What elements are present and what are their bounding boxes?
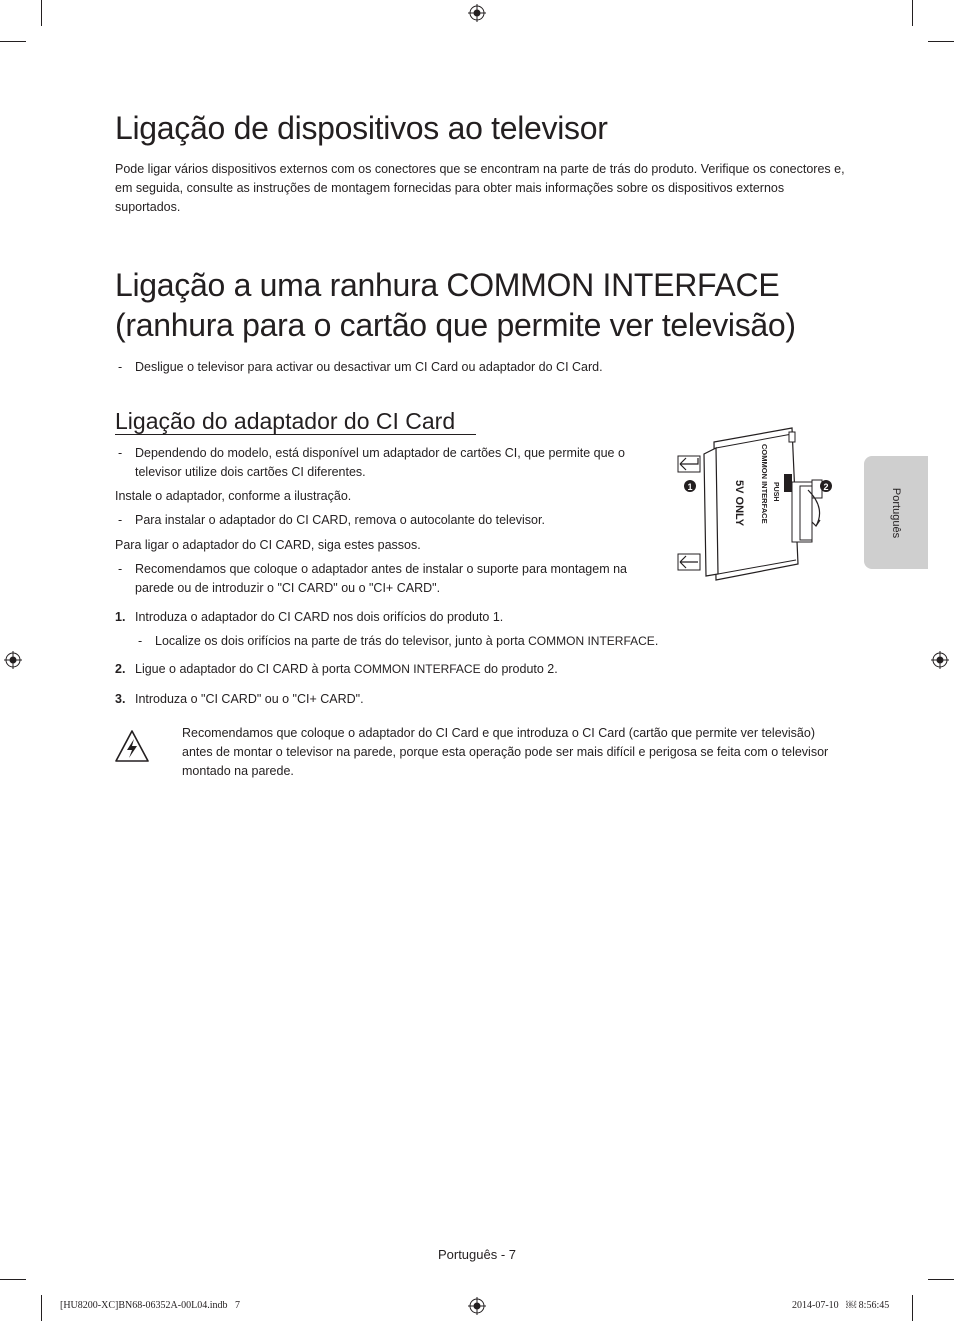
step-sub-end: . [654,634,659,648]
note-text: Desligue o televisor para activar ou desactivar um CI Card ou adaptador do CI Card. [135,360,603,374]
paragraph: Instale o adaptador, conforme a ilustração. [115,489,352,503]
registration-mark-icon [931,651,949,669]
crop-mark [0,41,26,42]
page-number: Português - 7 [437,1247,517,1262]
title-line-2: (ranhura para o cartão que permite ver televisão) [115,307,796,343]
label-push: PUSH [772,482,779,502]
dash-marker: - [118,562,123,576]
step-text: Introduza o adaptador do CI CARD nos dois orifícios do produto 1. [135,610,504,624]
crop-mark [928,41,954,42]
step-number: 2. [115,662,126,676]
ci-card-adapter-illustration [676,424,836,584]
side-tab-label: Português [890,487,902,538]
step-item-1 [115,608,835,627]
crop-mark [41,0,42,26]
dash-marker: - [138,634,143,648]
bullet-text: Dependendo do modelo, está disponível um adaptador de cartões CI, que permite que o televisor utilize dois cartões CI diferentes. [135,446,625,479]
step-text: Ligue o adaptador do CI CARD à porta [135,662,351,676]
section-intro-paragraph: Pode ligar vários dispositivos externos com os conectores que se encontram na parte de trás do produto. Verifique os conectores e, em seguida, consulte as instruções de montagem fornecidas para obter mais informações sobre os dispositivos externos suportados. [115,162,845,214]
file-slug: [HU8200-XC]BN68-06352A-00L04.indb 7 [60,1300,240,1311]
bullet-text: Para instalar o adaptador do CI CARD, remova o autocolante do televisor. [135,513,545,527]
step-item-2 [115,660,835,679]
label-5v-only: 5V ONLY [733,480,745,527]
warning-icon [114,729,150,763]
subsection-title-ci-card: Ligação do adaptador do CI Card [115,408,456,434]
step-caps: COMMON INTERFACE [353,662,481,676]
registration-mark-icon [468,4,486,22]
crop-mark [928,1279,954,1280]
adapter-back-panel [714,428,798,580]
marker-1: 1 [687,482,693,492]
title-underline [115,434,476,435]
bullet-item [115,444,645,482]
adapter-front-face [704,448,718,576]
dash-marker: - [118,513,123,527]
step-item-3 [115,690,835,709]
bullet-item [115,511,645,530]
step-number: 1. [115,610,126,624]
registration-mark-icon [468,1297,486,1315]
step-sub-text: Localize os dois orifícios na parte de trás do televisor, junto à porta [155,634,525,648]
arrow-left-bottom-icon [680,556,698,568]
bullet-item [115,560,645,598]
label-common-interface: COMMON INTERFACE [760,444,769,524]
crop-mark [912,1295,913,1321]
marker-2: 2 [823,482,829,492]
section-title-common-interface [115,265,855,345]
paragraph: Para ligar o adaptador do CI CARD, siga estes passos. [115,538,421,552]
dash-marker: - [118,446,123,460]
dash-marker: - [118,360,123,374]
crop-mark [41,1295,42,1321]
note-item [115,358,735,377]
warning-text: Recomendamos que coloque o adaptador do CI Card e que introduza o CI Card (cartão que permite ver televisão) antes de montar o televisor na parede, porque esta operação pode ser mais difícil e perigosa se feita com o televisor montado na parede. [182,726,829,778]
title-line-1: Ligação a uma ranhura COMMON INTERFACE [115,267,780,303]
registration-mark-icon [4,651,22,669]
crop-mark [912,0,913,26]
step-text-end: do produto 2. [484,662,558,676]
language-side-tab [864,456,928,569]
step-text: Introduza o "CI CARD" ou o "CI+ CARD". [135,692,364,706]
step-sub-caps: COMMON INTERFACE [528,634,655,648]
section-title-devices: Ligação de dispositivos ao televisor [115,110,608,146]
bullet-text: Recomendamos que coloque o adaptador antes de instalar o suporte para montagem na parede ou de introduzir o "CI CARD" ou o "CI+ CARD". [135,562,627,595]
crop-mark [0,1279,26,1280]
step-number: 3. [115,692,126,706]
step-subitem [135,632,835,651]
date-slug: 2014-07-10 ￼ 8:56:45 [792,1300,890,1311]
arrow-left-top-icon [680,458,698,470]
